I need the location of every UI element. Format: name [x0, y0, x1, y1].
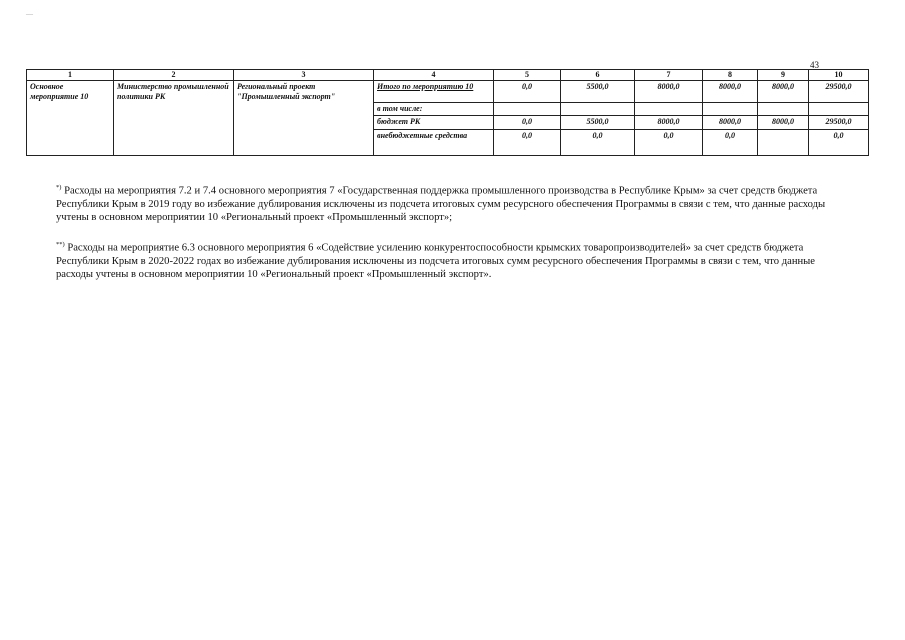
budget-table	[26, 69, 869, 156]
footnote-text: Расходы на мероприятие 6.3 основного мероприятия 6 «Содействие усилению конкурентоспособности крымских товаропроизводителей» за счет средств бюджета Республики Крым в 2020-2022 годах во избежание дублирования исключены из подсчета итоговых сумм ресурсного обеспечения Программы в связи с тем, что данные расходы учтены в основном мероприятии 10 «Региональный проект «Промышленный экспорт».	[56, 242, 815, 281]
row-label: в том числе:	[374, 103, 494, 116]
row-label: Итого по мероприятию 10	[374, 81, 494, 103]
header-cell: 4	[374, 70, 494, 81]
value-cell	[809, 103, 869, 116]
value-cell	[635, 103, 703, 116]
footnote	[56, 238, 836, 282]
value-cell: 29500,0	[809, 81, 869, 103]
corner-mark: —	[26, 10, 33, 18]
value-cell: 8000,0	[758, 81, 809, 103]
value-cell: 8000,0	[635, 115, 703, 129]
value-cell: 29500,0	[809, 115, 869, 129]
header-cell: 5	[494, 70, 561, 81]
table-header-row	[27, 70, 869, 81]
value-cell	[758, 103, 809, 116]
header-cell: 8	[703, 70, 758, 81]
footnote-text: Расходы на мероприятия 7.2 и 7.4 основного мероприятия 7 «Государственная поддержка промышленного производства в Республике Крым» за счет средств бюджета Республики Крым в 2019 году во избежание дублирования исключены из подсчета итоговых сумм ресурсного обеспечения Программы в связи с тем, что данные расходы учтены в основном мероприятии 10 «Региональный проект «Промышленный экспорт»;	[56, 185, 826, 224]
activity-cell: Основное мероприятие 10	[27, 81, 114, 156]
value-cell: 5500,0	[561, 115, 635, 129]
value-cell: 0,0	[635, 129, 703, 155]
header-cell: 6	[561, 70, 635, 81]
value-cell: 0,0	[494, 115, 561, 129]
page-number: 43	[810, 60, 819, 70]
value-cell: 8000,0	[703, 115, 758, 129]
value-cell	[561, 103, 635, 116]
header-cell: 9	[758, 70, 809, 81]
value-cell: 5500,0	[561, 81, 635, 103]
executor-cell: Министерство промышленной политики РК	[114, 81, 234, 156]
header-cell: 1	[27, 70, 114, 81]
project-cell: Региональный проект "Промышленный экспорт"	[234, 81, 374, 156]
value-cell	[758, 129, 809, 155]
value-cell: 8000,0	[635, 81, 703, 103]
header-cell: 7	[635, 70, 703, 81]
value-cell: 0,0	[494, 81, 561, 103]
header-cell: 3	[234, 70, 374, 81]
value-cell: 8000,0	[758, 115, 809, 129]
value-cell	[703, 103, 758, 116]
value-cell: 8000,0	[703, 81, 758, 103]
footnote	[56, 181, 836, 225]
value-cell: 0,0	[561, 129, 635, 155]
value-cell	[494, 103, 561, 116]
row-label: бюджет РК	[374, 115, 494, 129]
value-cell: 0,0	[809, 129, 869, 155]
footnote-marker: **)	[56, 240, 65, 248]
row-label: внебюджетные средства	[374, 129, 494, 155]
header-cell: 2	[114, 70, 234, 81]
footnote-marker: *)	[56, 184, 62, 191]
value-cell: 0,0	[494, 129, 561, 155]
value-cell: 0,0	[703, 129, 758, 155]
table-row	[27, 81, 869, 103]
footnotes	[56, 181, 836, 295]
header-cell: 10	[809, 70, 869, 81]
